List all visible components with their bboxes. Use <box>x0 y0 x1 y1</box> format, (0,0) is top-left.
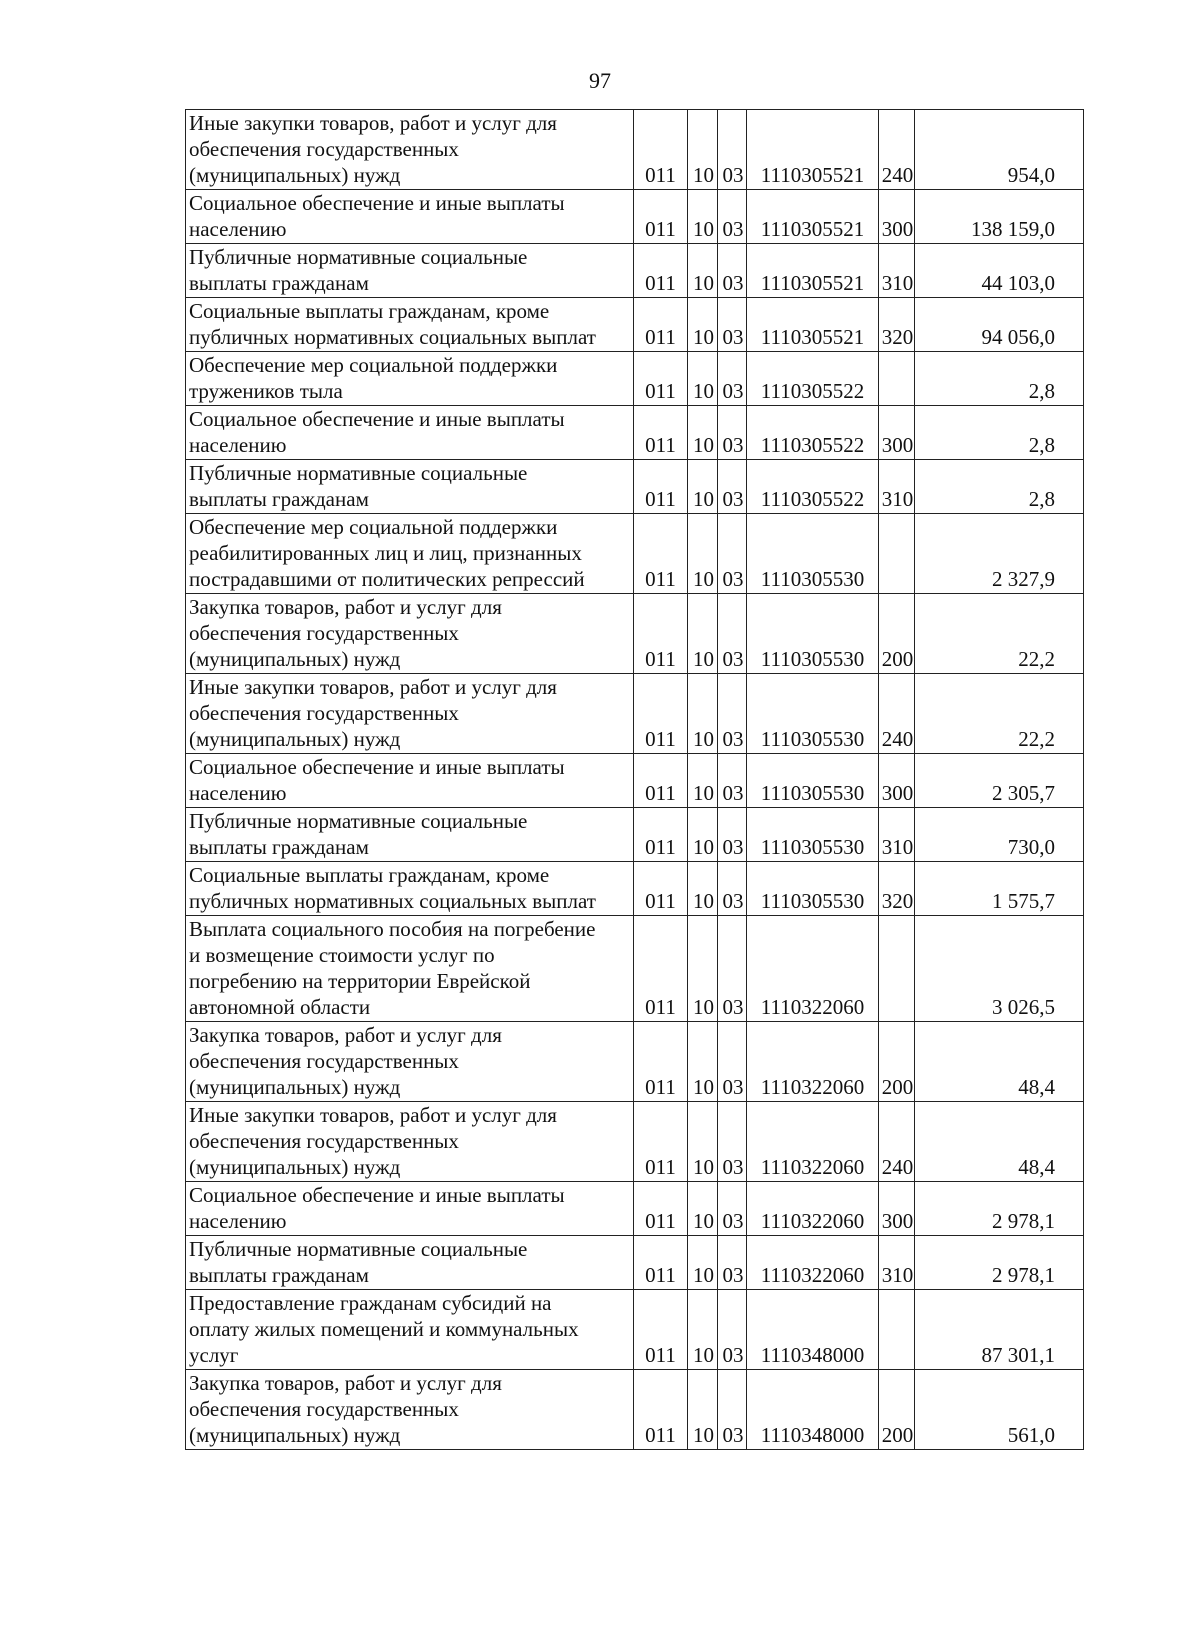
amount-cell: 22,2 <box>915 674 1084 754</box>
target-article-cell: 1110348000 <box>747 1290 879 1370</box>
target-article-cell: 1110305522 <box>747 406 879 460</box>
expense-type-cell <box>879 514 915 594</box>
target-article-cell: 1110322060 <box>747 1182 879 1236</box>
section-code-cell: 10 <box>688 244 718 298</box>
table-row <box>186 1022 1084 1102</box>
amount-cell: 2,8 <box>915 352 1084 406</box>
amount-cell: 954,0 <box>915 110 1084 190</box>
expense-type-cell: 310 <box>879 808 915 862</box>
expense-type-cell <box>879 1290 915 1370</box>
table-row <box>186 190 1084 244</box>
subsection-code-cell: 03 <box>718 406 747 460</box>
subsection-code-cell: 03 <box>718 808 747 862</box>
expense-type-cell: 300 <box>879 754 915 808</box>
expense-type-cell: 300 <box>879 190 915 244</box>
row-name-cell: Социальное обеспечение и иные выплаты населению <box>186 1182 634 1236</box>
target-article-cell: 1110305522 <box>747 460 879 514</box>
table-row <box>186 594 1084 674</box>
section-code-cell: 10 <box>688 916 718 1022</box>
section-code-cell: 10 <box>688 1022 718 1102</box>
target-article-cell: 1110348000 <box>747 1370 879 1450</box>
row-name-cell: Публичные нормативные социальные выплаты гражданам <box>186 460 634 514</box>
expense-type-cell: 300 <box>879 406 915 460</box>
subsection-code-cell: 03 <box>718 754 747 808</box>
section-code-cell: 10 <box>688 1236 718 1290</box>
row-name-cell: Предоставление гражданам субсидий на оплату жилых помещений и коммунальных услуг <box>186 1290 634 1370</box>
amount-cell: 94 056,0 <box>915 298 1084 352</box>
subsection-code-cell: 03 <box>718 298 747 352</box>
ministry-code-cell: 011 <box>634 110 688 190</box>
section-code-cell: 10 <box>688 352 718 406</box>
amount-cell: 44 103,0 <box>915 244 1084 298</box>
expense-type-cell: 320 <box>879 862 915 916</box>
table-row <box>186 352 1084 406</box>
ministry-code-cell: 011 <box>634 1102 688 1182</box>
section-code-cell: 10 <box>688 514 718 594</box>
section-code-cell: 10 <box>688 594 718 674</box>
row-name-cell: Социальное обеспечение и иные выплаты населению <box>186 190 634 244</box>
target-article-cell: 1110322060 <box>747 1102 879 1182</box>
amount-cell: 2,8 <box>915 406 1084 460</box>
expense-type-cell: 200 <box>879 1022 915 1102</box>
subsection-code-cell: 03 <box>718 1370 747 1450</box>
expense-type-cell: 240 <box>879 110 915 190</box>
amount-cell: 2,8 <box>915 460 1084 514</box>
table-row <box>186 460 1084 514</box>
budget-table <box>185 109 1084 1450</box>
table-row <box>186 862 1084 916</box>
table-row <box>186 916 1084 1022</box>
table-row <box>186 1290 1084 1370</box>
row-name-cell: Иные закупки товаров, работ и услуг для обеспечения государственных (муниципальных) нужд <box>186 674 634 754</box>
target-article-cell: 1110305522 <box>747 352 879 406</box>
ministry-code-cell: 011 <box>634 190 688 244</box>
ministry-code-cell: 011 <box>634 674 688 754</box>
ministry-code-cell: 011 <box>634 1290 688 1370</box>
target-article-cell: 1110305530 <box>747 514 879 594</box>
row-name-cell: Публичные нормативные социальные выплаты гражданам <box>186 244 634 298</box>
row-name-cell: Публичные нормативные социальные выплаты гражданам <box>186 808 634 862</box>
expense-type-cell: 200 <box>879 1370 915 1450</box>
amount-cell: 138 159,0 <box>915 190 1084 244</box>
ministry-code-cell: 011 <box>634 298 688 352</box>
ministry-code-cell: 011 <box>634 808 688 862</box>
section-code-cell: 10 <box>688 862 718 916</box>
subsection-code-cell: 03 <box>718 190 747 244</box>
row-name-cell: Социальные выплаты гражданам, кроме публичных нормативных социальных выплат <box>186 298 634 352</box>
ministry-code-cell: 011 <box>634 514 688 594</box>
table-row <box>186 1182 1084 1236</box>
amount-cell: 1 575,7 <box>915 862 1084 916</box>
section-code-cell: 10 <box>688 460 718 514</box>
target-article-cell: 1110305530 <box>747 754 879 808</box>
row-name-cell: Закупка товаров, работ и услуг для обеспечения государственных (муниципальных) нужд <box>186 1022 634 1102</box>
table-row <box>186 754 1084 808</box>
table-row <box>186 1102 1084 1182</box>
row-name-cell: Обеспечение мер социальной поддержки реабилитированных лиц и лиц, признанных пострадавшими от политических репрессий <box>186 514 634 594</box>
subsection-code-cell: 03 <box>718 1022 747 1102</box>
subsection-code-cell: 03 <box>718 1182 747 1236</box>
amount-cell: 48,4 <box>915 1102 1084 1182</box>
section-code-cell: 10 <box>688 190 718 244</box>
subsection-code-cell: 03 <box>718 460 747 514</box>
amount-cell: 561,0 <box>915 1370 1084 1450</box>
target-article-cell: 1110305521 <box>747 110 879 190</box>
subsection-code-cell: 03 <box>718 1236 747 1290</box>
section-code-cell: 10 <box>688 808 718 862</box>
row-name-cell: Социальные выплаты гражданам, кроме публичных нормативных социальных выплат <box>186 862 634 916</box>
target-article-cell: 1110305530 <box>747 594 879 674</box>
target-article-cell: 1110305530 <box>747 808 879 862</box>
subsection-code-cell: 03 <box>718 514 747 594</box>
section-code-cell: 10 <box>688 1182 718 1236</box>
row-name-cell: Публичные нормативные социальные выплаты гражданам <box>186 1236 634 1290</box>
section-code-cell: 10 <box>688 406 718 460</box>
target-article-cell: 1110305521 <box>747 244 879 298</box>
expense-type-cell: 320 <box>879 298 915 352</box>
subsection-code-cell: 03 <box>718 352 747 406</box>
ministry-code-cell: 011 <box>634 1022 688 1102</box>
target-article-cell: 1110305521 <box>747 298 879 352</box>
row-name-cell: Закупка товаров, работ и услуг для обеспечения государственных (муниципальных) нужд <box>186 594 634 674</box>
amount-cell: 730,0 <box>915 808 1084 862</box>
subsection-code-cell: 03 <box>718 110 747 190</box>
row-name-cell: Выплата социального пособия на погребение и возмещение стоимости услуг по погребению на территории Еврейской автономной области <box>186 916 634 1022</box>
ministry-code-cell: 011 <box>634 1182 688 1236</box>
amount-cell: 2 978,1 <box>915 1182 1084 1236</box>
target-article-cell: 1110305530 <box>747 674 879 754</box>
expense-type-cell: 200 <box>879 594 915 674</box>
amount-cell: 2 327,9 <box>915 514 1084 594</box>
ministry-code-cell: 011 <box>634 754 688 808</box>
ministry-code-cell: 011 <box>634 352 688 406</box>
ministry-code-cell: 011 <box>634 916 688 1022</box>
ministry-code-cell: 011 <box>634 594 688 674</box>
ministry-code-cell: 011 <box>634 460 688 514</box>
table-row <box>186 1370 1084 1450</box>
table-row <box>186 674 1084 754</box>
expense-type-cell: 240 <box>879 674 915 754</box>
row-name-cell: Закупка товаров, работ и услуг для обеспечения государственных (муниципальных) нужд <box>186 1370 634 1450</box>
amount-cell: 2 978,1 <box>915 1236 1084 1290</box>
subsection-code-cell: 03 <box>718 1290 747 1370</box>
section-code-cell: 10 <box>688 1290 718 1370</box>
table-row <box>186 406 1084 460</box>
subsection-code-cell: 03 <box>718 916 747 1022</box>
ministry-code-cell: 011 <box>634 244 688 298</box>
target-article-cell: 1110322060 <box>747 1022 879 1102</box>
amount-cell: 48,4 <box>915 1022 1084 1102</box>
expense-type-cell <box>879 352 915 406</box>
amount-cell: 2 305,7 <box>915 754 1084 808</box>
expense-type-cell: 310 <box>879 244 915 298</box>
table-row <box>186 244 1084 298</box>
expense-type-cell: 310 <box>879 1236 915 1290</box>
subsection-code-cell: 03 <box>718 1102 747 1182</box>
subsection-code-cell: 03 <box>718 594 747 674</box>
section-code-cell: 10 <box>688 674 718 754</box>
row-name-cell: Обеспечение мер социальной поддержки тружеников тыла <box>186 352 634 406</box>
table-row <box>186 808 1084 862</box>
target-article-cell: 1110322060 <box>747 916 879 1022</box>
row-name-cell: Социальное обеспечение и иные выплаты населению <box>186 406 634 460</box>
page-number: 97 <box>589 68 611 93</box>
subsection-code-cell: 03 <box>718 244 747 298</box>
expense-type-cell: 300 <box>879 1182 915 1236</box>
expense-type-cell: 310 <box>879 460 915 514</box>
section-code-cell: 10 <box>688 298 718 352</box>
amount-cell: 3 026,5 <box>915 916 1084 1022</box>
table-row <box>186 298 1084 352</box>
amount-cell: 22,2 <box>915 594 1084 674</box>
table-row <box>186 514 1084 594</box>
table-row <box>186 110 1084 190</box>
ministry-code-cell: 011 <box>634 1236 688 1290</box>
row-name-cell: Иные закупки товаров, работ и услуг для обеспечения государственных (муниципальных) нужд <box>186 1102 634 1182</box>
target-article-cell: 1110305521 <box>747 190 879 244</box>
target-article-cell: 1110322060 <box>747 1236 879 1290</box>
target-article-cell: 1110305530 <box>747 862 879 916</box>
expense-type-cell: 240 <box>879 1102 915 1182</box>
amount-cell: 87 301,1 <box>915 1290 1084 1370</box>
section-code-cell: 10 <box>688 110 718 190</box>
subsection-code-cell: 03 <box>718 674 747 754</box>
ministry-code-cell: 011 <box>634 862 688 916</box>
section-code-cell: 10 <box>688 1370 718 1450</box>
expense-type-cell <box>879 916 915 1022</box>
row-name-cell: Социальное обеспечение и иные выплаты населению <box>186 754 634 808</box>
section-code-cell: 10 <box>688 1102 718 1182</box>
ministry-code-cell: 011 <box>634 406 688 460</box>
table-body <box>186 110 1084 1450</box>
ministry-code-cell: 011 <box>634 1370 688 1450</box>
subsection-code-cell: 03 <box>718 862 747 916</box>
row-name-cell: Иные закупки товаров, работ и услуг для обеспечения государственных (муниципальных) нужд <box>186 110 634 190</box>
section-code-cell: 10 <box>688 754 718 808</box>
table-row <box>186 1236 1084 1290</box>
